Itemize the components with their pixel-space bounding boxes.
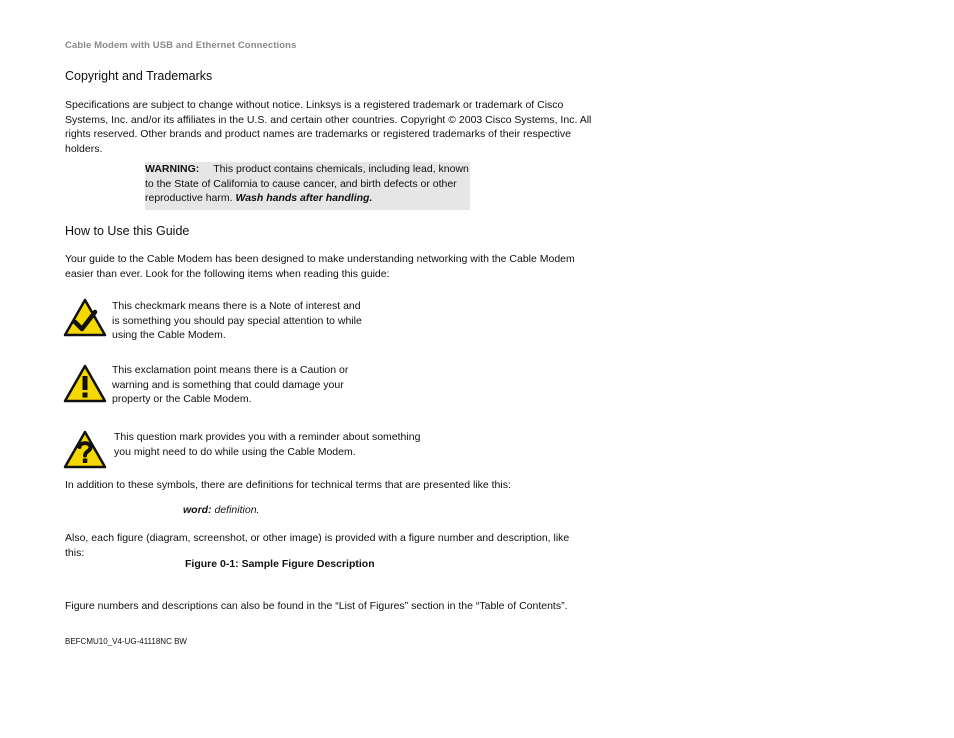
copyright-line: Specifications are subject to change without notice. Linksys is a registered trademark or trademark of Cisco — [65, 99, 564, 111]
copyright-heading: Copyright and Trademarks — [65, 69, 213, 83]
question-mark-warning-icon — [63, 430, 107, 470]
guide-heading: How to Use this Guide — [65, 224, 190, 238]
warning-text-1: This product contains chemicals, including lead, known — [213, 163, 469, 175]
figures-intro-line: Also, each figure (diagram, screenshot, or other image) is provided with a figure number and description, like — [65, 532, 570, 544]
warning-line-1 — [145, 162, 470, 177]
exclamation-warning-icon — [63, 364, 107, 404]
warning-line-2: to the State of California to cause cancer, and birth defects or other — [145, 177, 457, 190]
symbol-line: you might need to do while using the Cable Modem. — [114, 445, 356, 458]
copyright-line: rights reserved. Other brands and product names are trademarks or registered trademarks of their respective — [65, 128, 571, 140]
symbol-line: using the Cable Modem. — [112, 329, 226, 341]
copyright-paragraph — [65, 98, 591, 156]
symbol-line: This question mark provides you with a reminder about something — [114, 431, 421, 443]
symbol-line: This checkmark means there is a Note of interest and — [112, 300, 361, 312]
guide-intro-line: Your guide to the Cable Modem has been designed to make understanding networking with the Cable Modem — [65, 253, 575, 265]
copyright-line: Systems, Inc. and/or its affiliates in the U.S. and certain other countries. Copyright © 2003 Cisco Systems, Inc. All — [65, 113, 592, 126]
guide-intro — [65, 252, 575, 281]
definitions-intro: In addition to these symbols, there are definitions for technical terms that are presented like this: — [65, 479, 511, 491]
figures-intro — [65, 531, 569, 560]
guide-intro-line: easier than ever. Look for the following items when reading this guide: — [65, 267, 390, 280]
warning-text-3: reproductive harm. — [145, 192, 236, 204]
copyright-line: holders. — [65, 142, 103, 155]
symbol-line: is something you should pay special attention to while — [112, 314, 362, 327]
sample-figure-caption: Figure 0-1: Sample Figure Description — [185, 558, 375, 570]
symbol-line: This exclamation point means there is a Caution or — [112, 364, 349, 376]
definition-term: word: — [183, 504, 212, 516]
checkmark-warning-icon — [63, 298, 107, 338]
warning-emphasis: Wash hands after handling. — [235, 192, 373, 204]
warning-label: WARNING: — [145, 163, 200, 175]
document-code: BEFCMU10_V4-UG-41118NC BW — [65, 637, 187, 646]
warning-box — [145, 162, 470, 210]
warning-line-3 — [145, 191, 470, 206]
question-description — [114, 430, 420, 459]
checkmark-description — [112, 299, 362, 343]
symbol-line: warning and is something that could damage your — [112, 378, 344, 391]
exclamation-description — [112, 363, 348, 407]
definition-text: definition. — [214, 504, 260, 516]
figures-closing: Figure numbers and descriptions can also be found in the “List of Figures” section in the “Table of Contents”. — [65, 600, 568, 612]
sample-definition — [183, 504, 259, 516]
symbol-line: property or the Cable Modem. — [112, 393, 252, 405]
running-header: Cable Modem with USB and Ethernet Connections — [65, 40, 297, 51]
figures-intro-line: this: — [65, 546, 85, 559]
